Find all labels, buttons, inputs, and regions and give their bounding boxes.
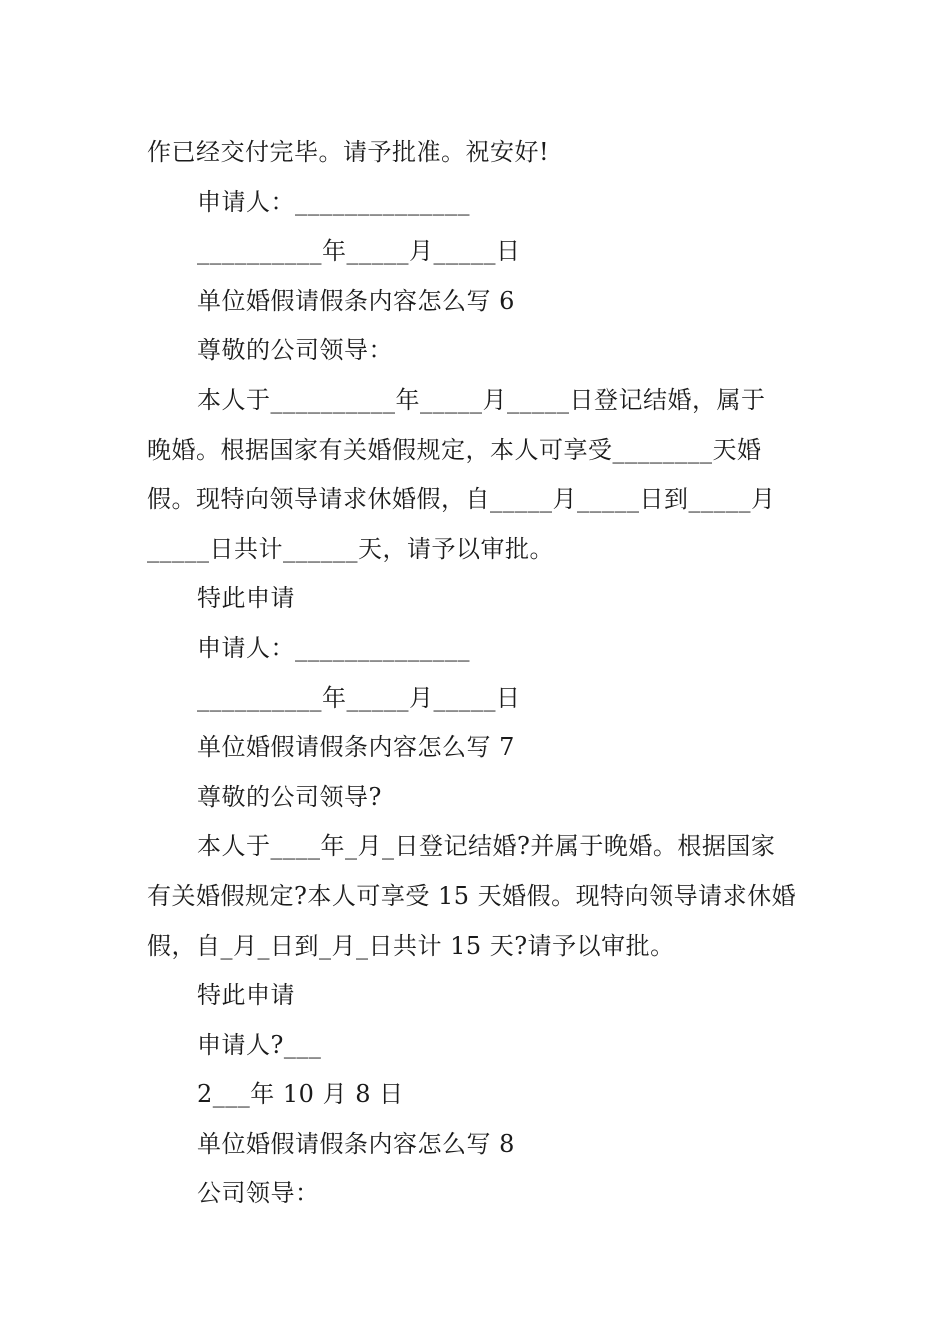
paragraph-line: 假，自_月_日到_月_日共计 15 天?请予以审批。	[147, 931, 675, 960]
applicant-line: 申请人：______________	[197, 633, 470, 662]
paragraph-line: 本人于____年_月_日登记结婚?并属于晚婚。根据国家	[197, 832, 776, 861]
section-heading: 单位婚假请假条内容怎么写 6	[197, 286, 515, 315]
paragraph-line: 本人于__________年_____月_____日登记结婚，属于	[197, 385, 766, 414]
paragraph-line: 有关婚假规定?本人可享受 15 天婚假。现特向领导请求休婚	[147, 881, 797, 910]
section-heading: 单位婚假请假条内容怎么写 8	[197, 1129, 515, 1158]
salutation: 尊敬的公司领导?	[197, 782, 382, 811]
section-heading: 单位婚假请假条内容怎么写 7	[197, 733, 515, 762]
closing-line: 特此申请	[197, 981, 295, 1010]
document-body	[147, 128, 817, 1219]
applicant-line: 申请人：______________	[197, 187, 470, 216]
paragraph-line: 作已经交付完毕。请予批准。祝安好!	[147, 138, 550, 166]
date-line: __________年_____月_____日	[197, 683, 521, 712]
paragraph-line: 假。现特向领导请求休婚假，自_____月_____日到_____月	[147, 485, 776, 514]
applicant-line: 申请人?___	[197, 1030, 322, 1059]
salutation: 尊敬的公司领导：	[197, 336, 393, 365]
salutation: 公司领导：	[197, 1179, 320, 1208]
date-line: __________年_____月_____日	[197, 237, 521, 266]
paragraph-line: 晚婚。根据国家有关婚假规定，本人可享受________天婚	[147, 435, 762, 464]
closing-line: 特此申请	[197, 584, 295, 613]
date-line: 2___年 10 月 8 日	[197, 1080, 404, 1109]
paragraph-line: _____日共计______天，请予以审批。	[147, 534, 554, 563]
